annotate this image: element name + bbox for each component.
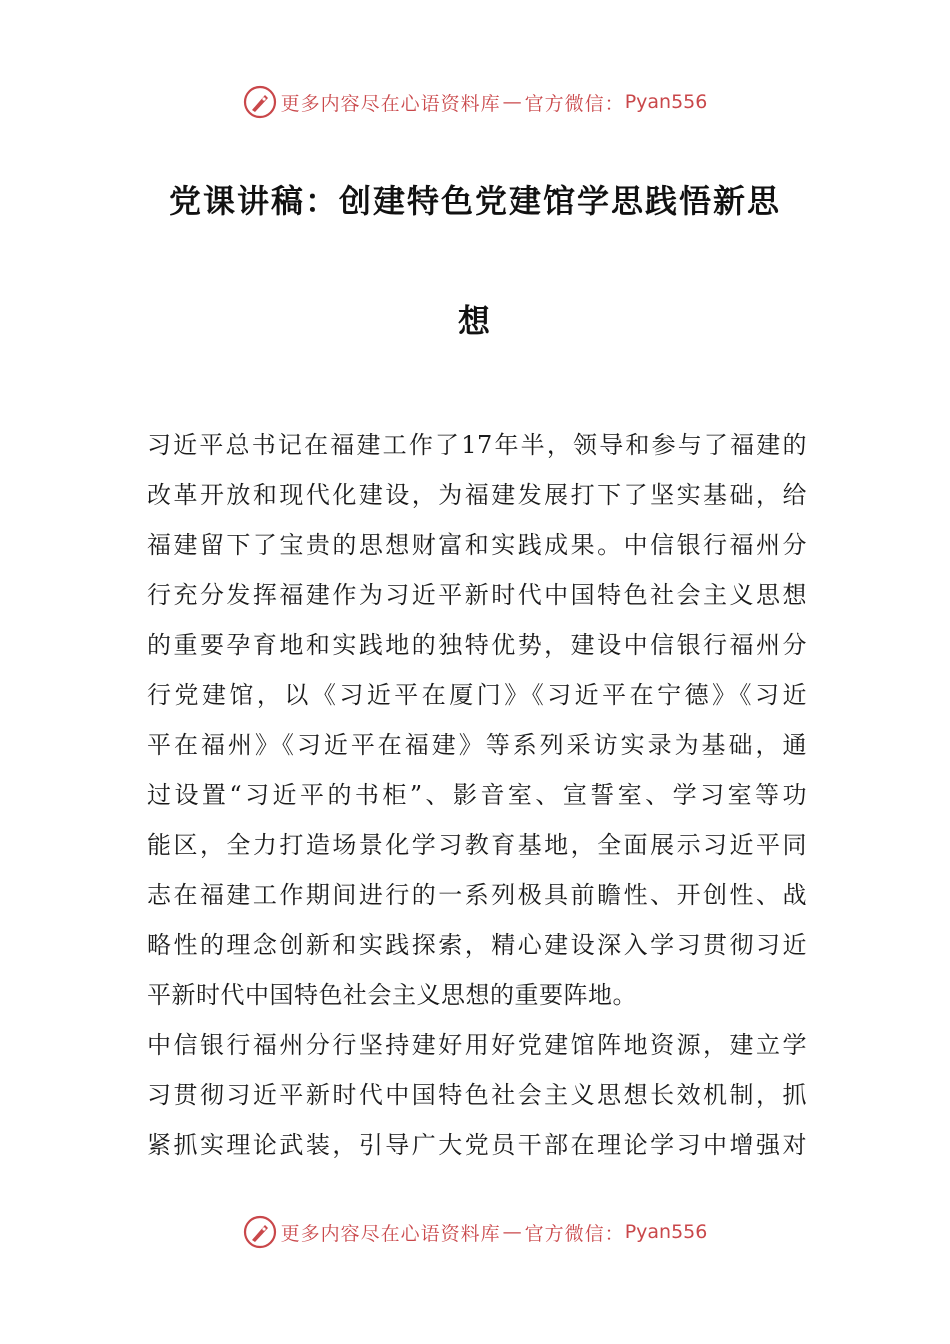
- header-watermark: [0, 82, 950, 122]
- watermark-dash: —: [502, 91, 523, 113]
- watermark-contact-label: 官方微信：: [524, 92, 625, 115]
- body-line: 过设置“习近平的书柜”、影音室、宣誓室、学习室等功: [147, 781, 807, 809]
- body-line: 平新时代中国特色社会主义思想的重要阵地。: [147, 981, 637, 1009]
- body-line: 中信银行福州分行坚持建好用好党建馆阵地资源，建立学: [147, 1031, 807, 1059]
- body-line: 略性的理念创新和实践探索，精心建设深入学习贯彻习近: [147, 931, 807, 959]
- paragraph-1: [147, 420, 807, 1020]
- body-line: 习近平总书记在福建工作了17年半，领导和参与了福建的: [147, 431, 807, 459]
- body-line: 紧抓实理论武装，引导广大党员干部在理论学习中增强对: [147, 1131, 807, 1159]
- body-line: 行党建馆，以《习近平在厦门》《习近平在宁德》《习近: [147, 681, 807, 709]
- body-line: 志在福建工作期间进行的一系列极具前瞻性、开创性、战: [147, 881, 807, 909]
- document-body: [147, 420, 807, 1170]
- body-line: 改革开放和现代化建设，为福建发展打下了坚实基础，给: [147, 481, 807, 509]
- body-line: 平在福州》《习近平在福建》等系列采访实录为基础，通: [147, 731, 807, 759]
- paragraph-2: [147, 1020, 807, 1170]
- body-line: 的重要孕育地和实践地的独特优势，建设中信银行福州分: [147, 631, 807, 659]
- watermark-contact-id: Pyan556: [624, 91, 708, 113]
- document-title-line-2: 想: [457, 302, 492, 340]
- watermark-contact-id: Pyan556: [624, 1221, 708, 1243]
- body-line: 福建留下了宝贵的思想财富和实践成果。中信银行福州分: [147, 531, 807, 559]
- document-title-line-1: 党课讲稿：创建特色党建馆学思践悟新思: [168, 182, 781, 220]
- pen-nib-logo-icon: [243, 85, 277, 119]
- body-line: 习贯彻习近平新时代中国特色社会主义思想长效机制，抓: [147, 1081, 807, 1109]
- pen-nib-logo-icon: [243, 1215, 277, 1249]
- body-line: 行充分发挥福建作为习近平新时代中国特色社会主义思想: [147, 581, 807, 609]
- watermark-text: 更多内容尽在心语资料库: [280, 92, 501, 115]
- body-line: 能区，全力打造场景化学习教育基地，全面展示习近平同: [147, 831, 807, 859]
- footer-watermark: [0, 1212, 950, 1252]
- watermark-dash: —: [502, 1221, 523, 1243]
- watermark-text: 更多内容尽在心语资料库: [280, 1222, 501, 1245]
- watermark-contact-label: 官方微信：: [524, 1222, 625, 1245]
